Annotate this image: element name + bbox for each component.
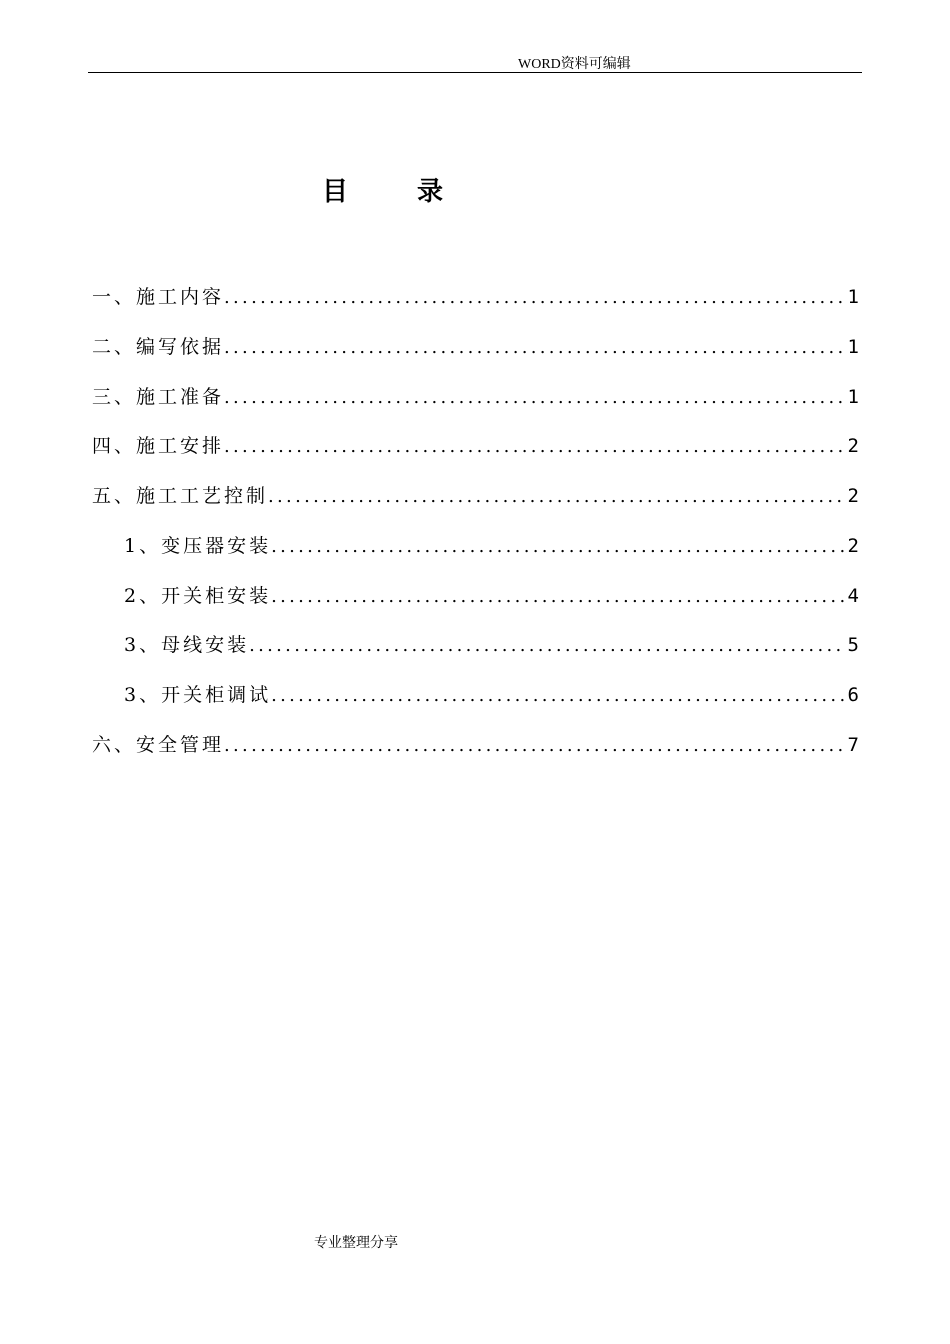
- toc-entry-busbar-installation[interactable]: [124, 631, 859, 659]
- toc-dot-leader: [271, 533, 845, 561]
- toc-entry-label: 二、编写依据: [92, 336, 225, 358]
- toc-entry-preparation[interactable]: [92, 383, 859, 411]
- toc-entry-label: 2、开关柜安装: [124, 585, 272, 607]
- toc-entry-switchgear-commissioning[interactable]: [124, 681, 859, 709]
- toc-dot-leader: [224, 334, 846, 362]
- toc-dot-leader: [224, 384, 846, 412]
- toc-dot-leader: [271, 682, 845, 710]
- toc-entry-label: 3、母线安装: [124, 634, 250, 656]
- toc-entry-label: 六、安全管理: [92, 734, 225, 756]
- toc-page-number: 1: [847, 336, 859, 358]
- toc-dot-leader: [249, 632, 845, 660]
- toc-page-number: 7: [847, 734, 859, 756]
- page-header: WORD资料可编辑: [518, 57, 631, 72]
- toc-page-number: 1: [847, 286, 859, 308]
- toc-page-number: 2: [847, 485, 859, 507]
- toc-entry-transformer-installation[interactable]: [124, 532, 859, 560]
- toc-entry-construction-content[interactable]: [92, 283, 859, 311]
- toc-entry-process-control[interactable]: [92, 482, 859, 510]
- page-footer: 专业整理分享: [314, 1235, 398, 1251]
- toc-dot-leader: [271, 583, 845, 611]
- toc-entry-label: 四、施工安排: [92, 435, 225, 457]
- toc-entry-arrangement[interactable]: [92, 432, 859, 460]
- toc-entry-switchgear-installation[interactable]: [124, 582, 859, 610]
- toc-page-number: 1: [847, 386, 859, 408]
- toc-entry-label: 三、施工准备: [92, 386, 225, 408]
- toc-title: 目 录: [322, 177, 474, 207]
- toc-dot-leader: [224, 284, 846, 312]
- toc-entry-label: 一、施工内容: [92, 286, 225, 308]
- toc-page-number: 2: [847, 535, 859, 557]
- toc-dot-leader: [224, 732, 846, 760]
- toc-entry-label: 五、施工工艺控制: [92, 485, 269, 507]
- toc-entry-basis[interactable]: [92, 333, 859, 361]
- toc-page-number: 6: [847, 684, 859, 706]
- toc-dot-leader: [268, 483, 846, 511]
- toc-entry-label: 1、变压器安装: [124, 535, 272, 557]
- toc-dot-leader: [224, 433, 846, 461]
- toc-entry-safety-management[interactable]: [92, 731, 859, 759]
- toc-page-number: 4: [847, 585, 859, 607]
- toc-entry-label: 3、开关柜调试: [124, 684, 272, 706]
- toc-page-number: 5: [847, 634, 859, 656]
- toc-page-number: 2: [847, 435, 859, 457]
